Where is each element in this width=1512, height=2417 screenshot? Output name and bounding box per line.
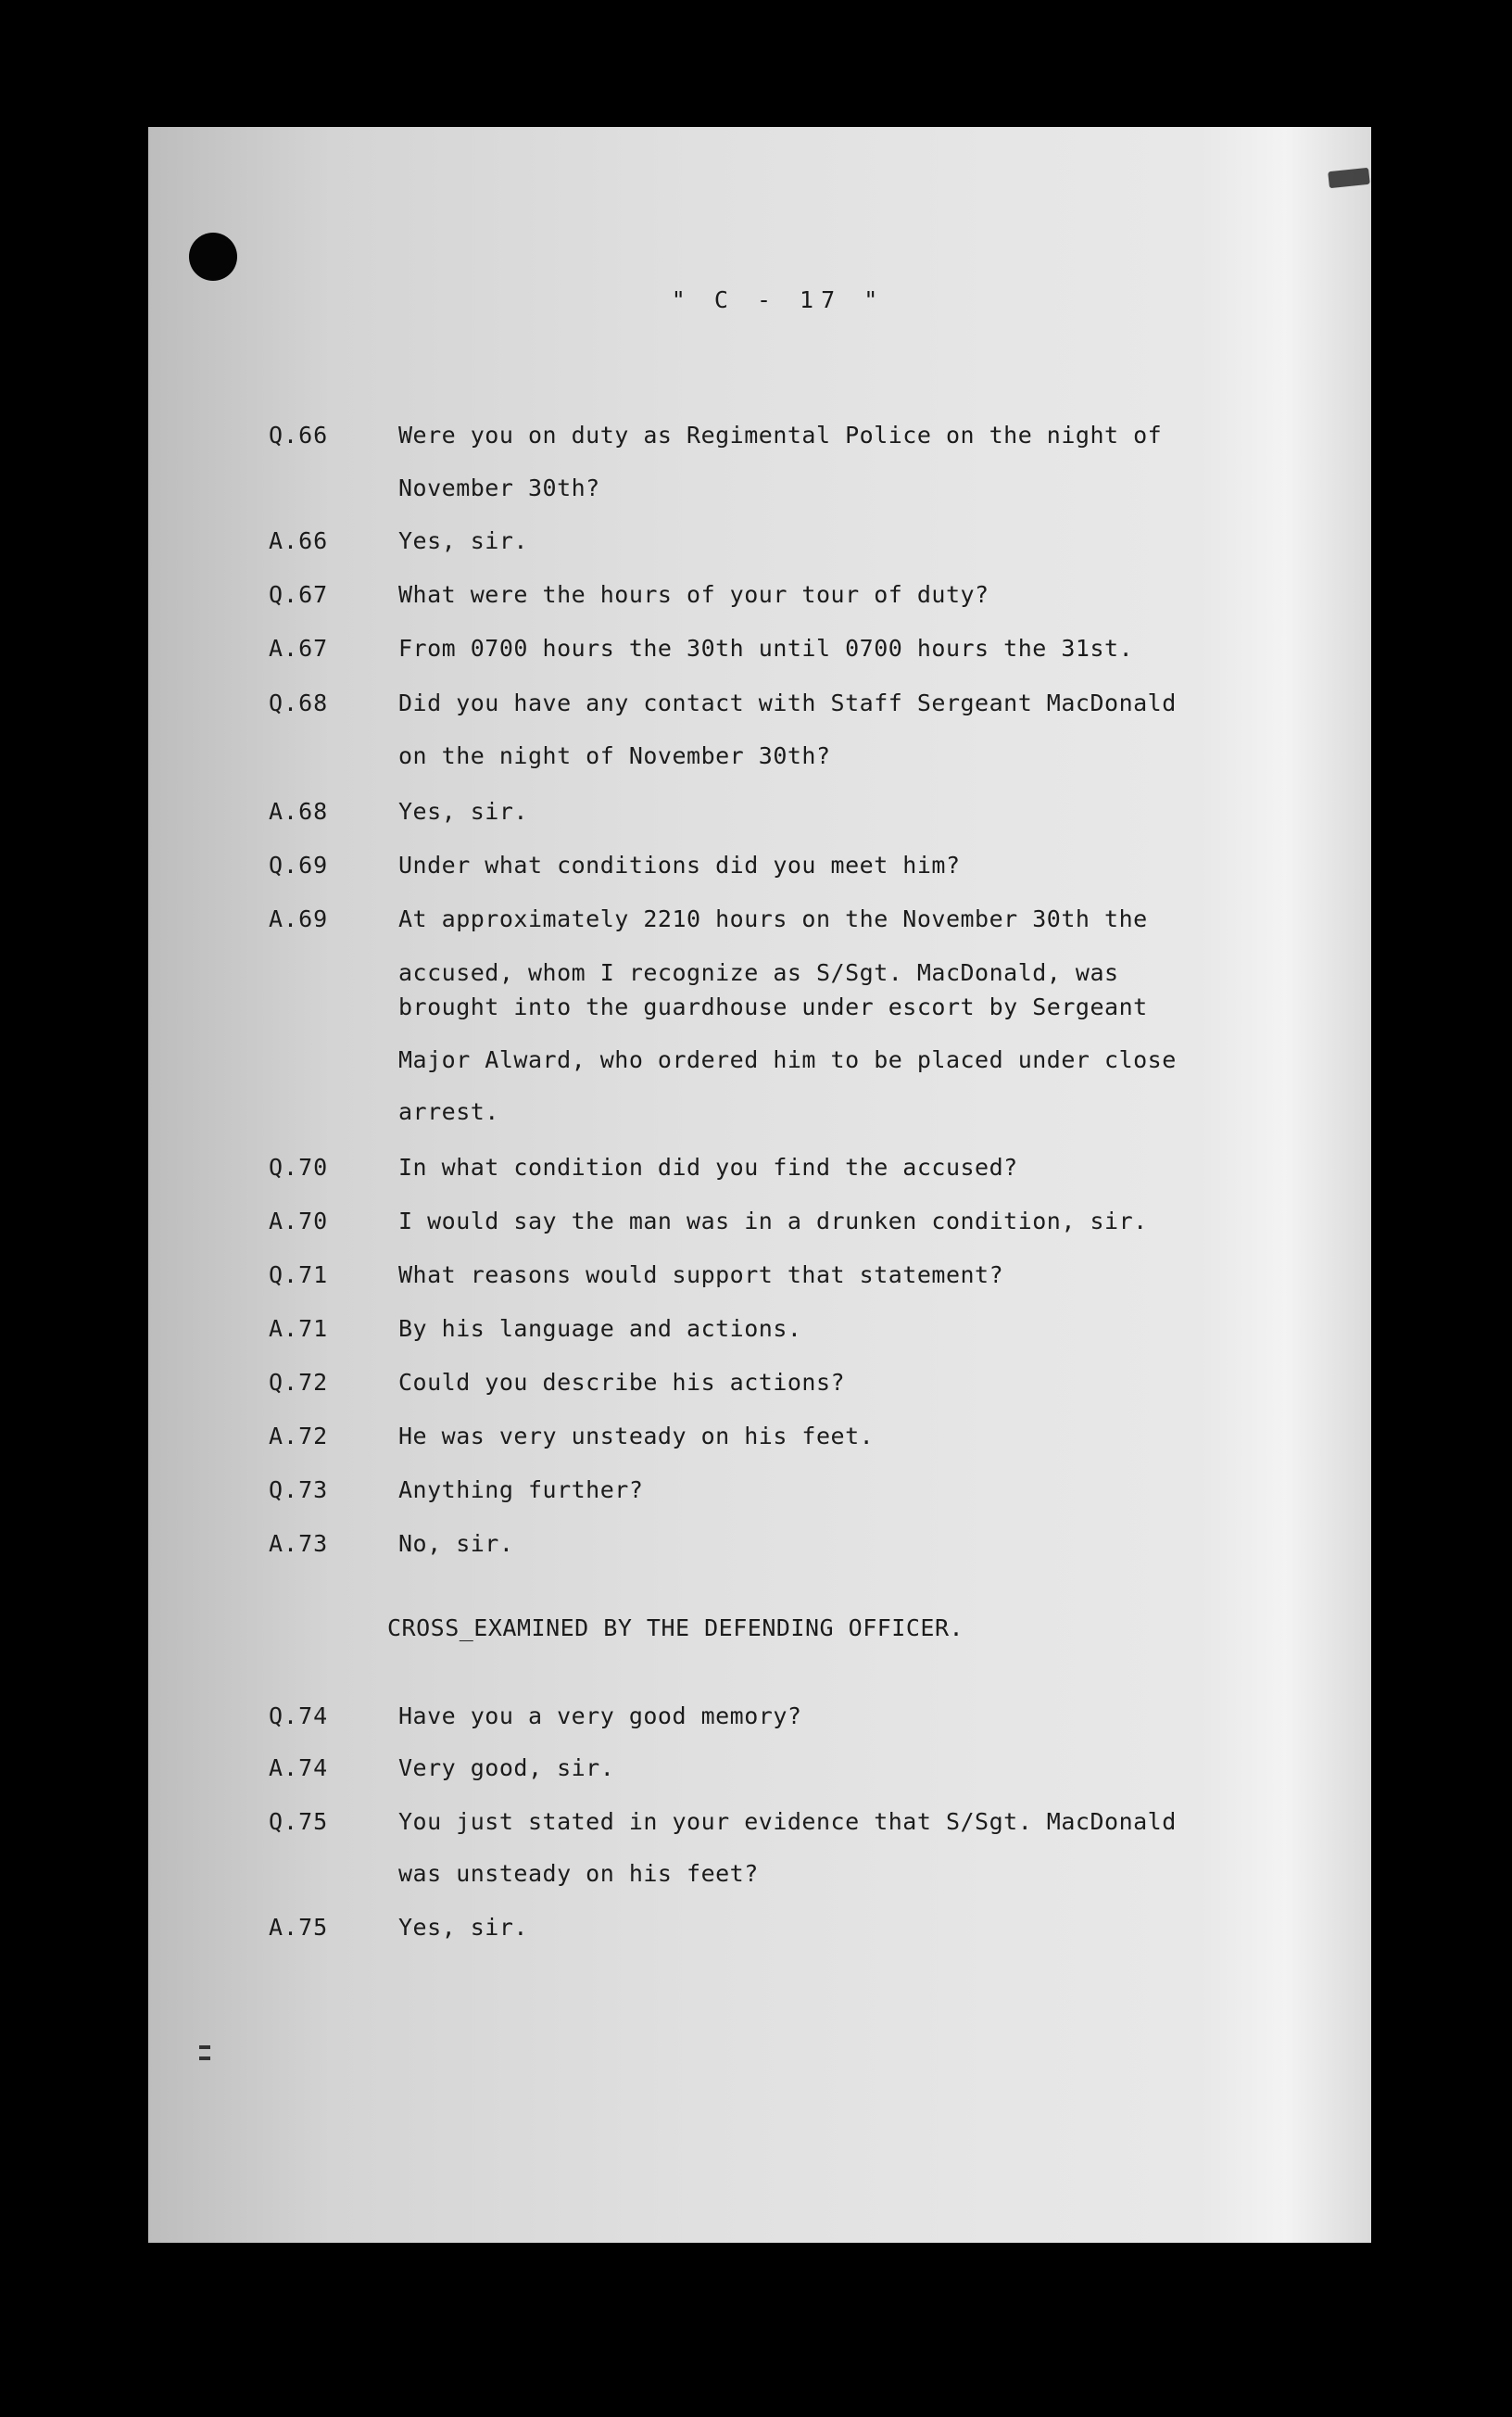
page-heading: " C - 17 " [671,286,886,313]
qa-label: A.70 [269,1208,329,1234]
qa-text: You just stated in your evidence that S/Sgt. MacDonald [398,1808,1177,1835]
margin-mark [199,2045,210,2060]
qa-label: Q.67 [269,581,329,608]
qa-label: A.68 [269,798,329,825]
document-page [148,127,1371,2243]
section-heading: CROSS_EXAMINED BY THE DEFENDING OFFICER. [387,1614,964,1641]
qa-text: brought into the guardhouse under escort by Sergeant [398,993,1148,1020]
qa-text: I would say the man was in a drunken condition, sir. [398,1208,1148,1234]
qa-label: Q.73 [269,1476,329,1503]
qa-text: No, sir. [398,1530,514,1557]
qa-text: accused, whom I recognize as S/Sgt. MacDonald, was [398,959,1119,986]
qa-text: Have you a very good memory? [398,1702,802,1729]
qa-text: He was very unsteady on his feet. [398,1423,875,1449]
qa-label: A.75 [269,1914,329,1941]
qa-label: Q.75 [269,1808,329,1835]
qa-label: Q.74 [269,1702,329,1729]
qa-label: A.69 [269,905,329,932]
qa-label: Q.68 [269,690,329,716]
qa-label: Q.71 [269,1261,329,1288]
qa-text: Anything further? [398,1476,644,1503]
qa-text: Were you on duty as Regimental Police on the night of [398,422,1163,449]
qa-label: A.74 [269,1754,329,1781]
qa-text: Yes, sir. [398,527,528,554]
qa-label: Q.69 [269,852,329,879]
qa-label: A.72 [269,1423,329,1449]
qa-text: Very good, sir. [398,1754,615,1781]
qa-label: Q.70 [269,1154,329,1181]
qa-text: From 0700 hours the 30th until 0700 hours the 31st. [398,635,1134,662]
qa-text: arrest. [398,1098,499,1125]
qa-text: Major Alward, who ordered him to be placed under close [398,1046,1177,1073]
qa-text: Could you describe his actions? [398,1369,846,1396]
qa-label: Q.72 [269,1369,329,1396]
qa-label: A.73 [269,1530,329,1557]
qa-text: on the night of November 30th? [398,742,831,769]
qa-text: Yes, sir. [398,1914,528,1941]
corner-stamp-mark [1328,168,1370,189]
qa-text: was unsteady on his feet? [398,1860,759,1887]
qa-text: At approximately 2210 hours on the November 30th the [398,905,1148,932]
qa-text: Yes, sir. [398,798,528,825]
qa-label: A.71 [269,1315,329,1342]
qa-text: What reasons would support that statement? [398,1261,1004,1288]
qa-label: Q.66 [269,422,329,449]
qa-text: What were the hours of your tour of duty? [398,581,989,608]
qa-text: In what condition did you find the accused? [398,1154,1018,1181]
qa-text: Did you have any contact with Staff Sergeant MacDonald [398,690,1177,716]
qa-text: By his language and actions. [398,1315,802,1342]
qa-text: November 30th? [398,475,600,501]
qa-label: A.67 [269,635,329,662]
qa-label: A.66 [269,527,329,554]
qa-text: Under what conditions did you meet him? [398,852,961,879]
punch-hole [189,233,237,281]
